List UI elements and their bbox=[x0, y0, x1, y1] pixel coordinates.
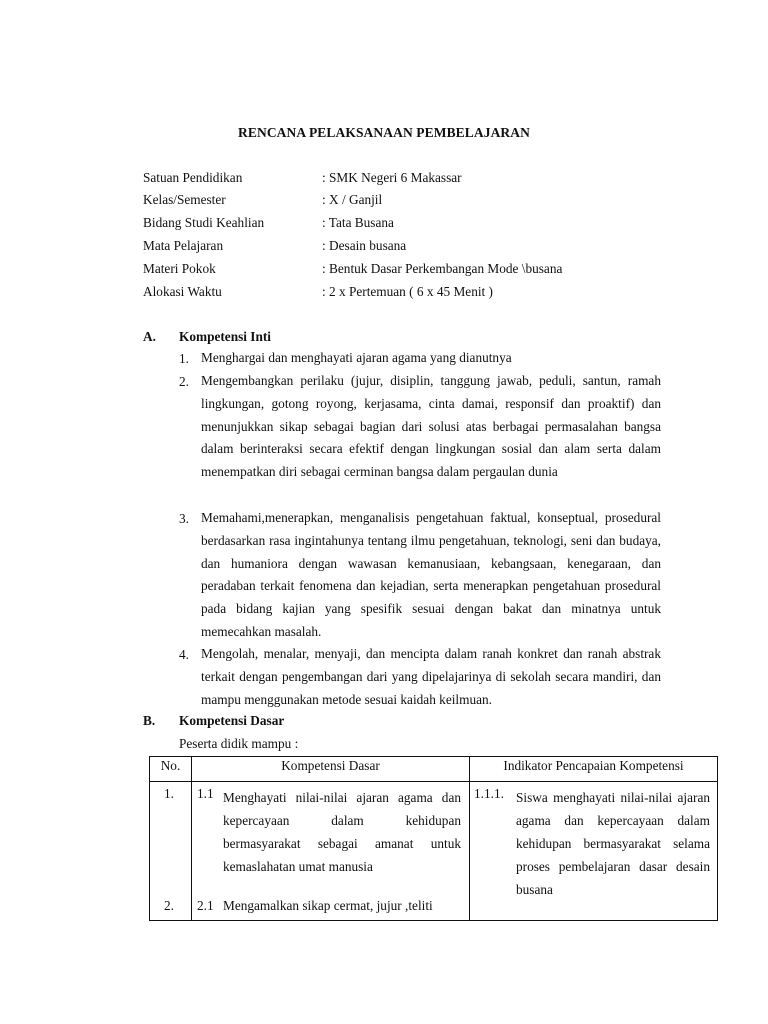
identity-label: Alokasi Waktu bbox=[143, 284, 222, 299]
kompetensi-table bbox=[149, 756, 718, 921]
row-number: 1. bbox=[164, 786, 174, 801]
identity-value: : Bentuk Dasar Perkembangan Mode \busana bbox=[322, 261, 563, 276]
section-b-intro: Peserta didik mampu : bbox=[179, 736, 299, 751]
table-header: Kompetensi Dasar bbox=[192, 757, 470, 782]
kd-text: Menghayati nilai-nilai ajaran agama dan kepercayaan dalam kehidupan bermasyarakat sebagai amanat untuk kemaslahatan umat manusia bbox=[223, 790, 461, 874]
table-cell-kd bbox=[192, 782, 470, 921]
kd-number: 1.1 bbox=[197, 786, 214, 801]
identity-value: : SMK Negeri 6 Makassar bbox=[322, 170, 462, 185]
identity-label: Bidang Studi Keahlian bbox=[143, 215, 265, 230]
table-cell-indikator bbox=[470, 782, 718, 921]
kompetensi-inti-item: Mengembangkan perilaku (jujur, disiplin, tanggung jawab, peduli, santun, ramah lingkungan, gotong royong, kerjasama, cinta damai, responsif dan proaktif) dan menunjukkan sikap sebagai bagian dari solusi atas berbagai permasalahan bangsa dalam berinteraksi secara efektif dengan lingkungan sosial dan alam serta dalam menempatkan diri sebagai cerminan bangsa dalam pergaulan dunia bbox=[201, 373, 661, 480]
list-item-number: 3. bbox=[179, 511, 189, 526]
identity-value: : Desain busana bbox=[322, 238, 407, 253]
list-item-number: 4. bbox=[179, 647, 189, 662]
identity-label: Mata Pelajaran bbox=[143, 238, 224, 253]
identity-value: : X / Ganjil bbox=[322, 192, 383, 207]
list-item-number: 1. bbox=[179, 351, 189, 366]
kd-text-wrapper bbox=[197, 786, 461, 878]
identity-label: Materi Pokok bbox=[143, 261, 216, 276]
section-b-title: Kompetensi Dasar bbox=[179, 713, 285, 728]
table-cell-no bbox=[150, 782, 192, 921]
table-row bbox=[150, 782, 718, 921]
table-header-row bbox=[150, 757, 718, 782]
kd-number: 2.1 bbox=[197, 898, 214, 913]
kompetensi-inti-item: Mengolah, menalar, menyaji, dan mencipta dalam ranah konkret dan ranah abstrak terkait dengan pengembangan dari yang dipelajarinya di sekolah secara mandiri, dan mampu menggunakan metode sesuai kaidah keilmuan. bbox=[201, 646, 661, 707]
identity-label: Satuan Pendidikan bbox=[143, 170, 243, 185]
indikator-number: 1.1.1. bbox=[474, 786, 504, 801]
indikator-text: Siswa menghayati nilai-nilai ajaran agama dan kepercayaan dalam kehidupan bermasyarakat selama proses pembelajaran dasar desain busana bbox=[516, 790, 710, 897]
section-a-letter: A. bbox=[143, 329, 156, 344]
row-number: 2. bbox=[164, 898, 174, 913]
list-item-number: 2. bbox=[179, 374, 189, 389]
section-b-letter: B. bbox=[143, 713, 156, 728]
table-header: No. bbox=[150, 757, 192, 782]
kompetensi-inti-item: Memahami,menerapkan, menganalisis pengetahuan faktual, konseptual, prosedural berdasarkan rasa ingintahunya tentang ilmu pengetahuan, teknologi, seni dan budaya, dan humaniora dengan wawasan kemanusiaan, kebangsaan, kenegaraan, dan peradaban terkait fenomena dan kejadian, serta menerapkan pengetahuan prosedural pada bidang kajian yang spesifik sesuai dengan bakat dan minatnya untuk memecahkan masalah. bbox=[201, 510, 661, 639]
document-title: RENCANA PELAKSANAAN PEMBELAJARAN bbox=[238, 125, 530, 140]
identity-value: : 2 x Pertemuan ( 6 x 45 Menit ) bbox=[322, 284, 493, 299]
identity-value: : Tata Busana bbox=[322, 215, 394, 230]
kompetensi-inti-item: Menghargai dan menghayati ajaran agama yang dianutnya bbox=[201, 350, 512, 365]
kd-text: Mengamalkan sikap cermat, jujur ,teliti bbox=[223, 898, 433, 913]
table-header: Indikator Pencapaian Kompetensi bbox=[470, 757, 718, 782]
identity-label: Kelas/Semester bbox=[143, 192, 226, 207]
section-a-title: Kompetensi Inti bbox=[179, 329, 271, 344]
